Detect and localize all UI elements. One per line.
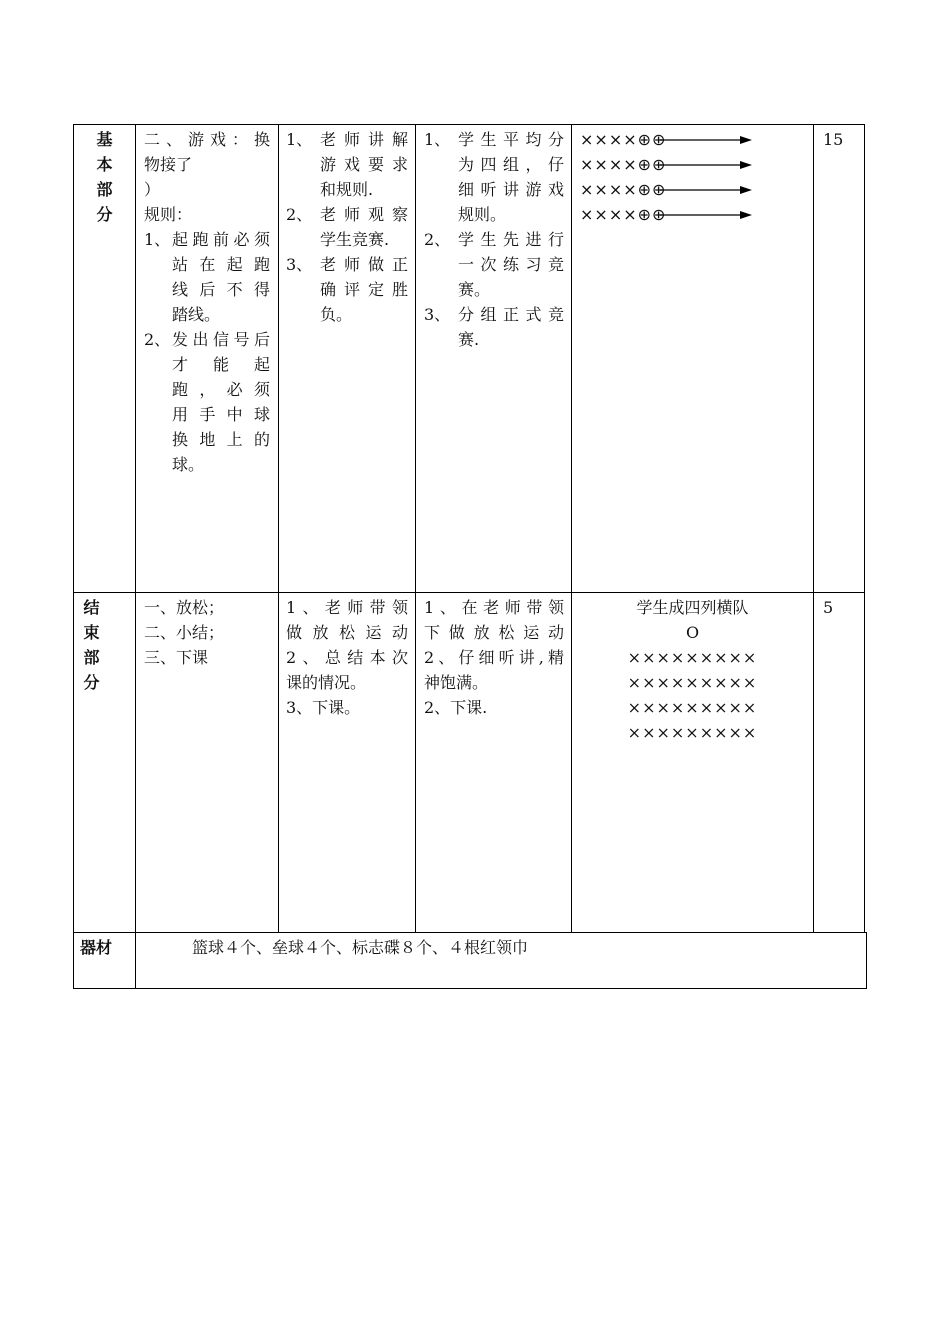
rule-number: 2、 — [144, 330, 171, 349]
teacher-item — [286, 252, 408, 327]
rule-line: 站在起跑 — [172, 255, 270, 274]
arrow-right-icon — [660, 134, 752, 146]
student-line: 分组正式竞 — [458, 305, 564, 324]
student-line: 1、在老师带领 — [424, 598, 564, 617]
rule-line: 起跑前必须 — [172, 230, 270, 249]
student-line: 下做放松运动 — [424, 623, 564, 642]
student-line: 规则。 — [458, 205, 507, 224]
student-line: 学生平均分 — [458, 130, 564, 149]
teacher-line: 游戏要求 — [320, 155, 408, 174]
formation-marks: ××××⊕⊕ — [580, 155, 667, 174]
formation-row: ××××××××× — [627, 648, 758, 667]
student-line: 细听讲游戏 — [458, 180, 564, 199]
formation-teacher-mark: O — [685, 623, 700, 642]
section-basic-minutes: 15 — [823, 130, 844, 149]
section-basic-char: 基 — [96, 130, 113, 149]
rule-line: 跑，必须 — [172, 380, 270, 399]
item-number: 1、 — [286, 130, 313, 149]
section-basic-char: 部 — [96, 180, 113, 199]
rule-line: 换地上的 — [172, 430, 270, 449]
content-title-line: 二、游戏：换 — [144, 130, 270, 149]
section-end-char: 部 — [83, 648, 100, 667]
formation-row — [580, 177, 808, 202]
col-divider-1 — [135, 124, 136, 989]
teacher-item — [286, 202, 408, 252]
formation-title: 学生成四列横队 — [636, 598, 749, 617]
teacher-line: 做放松运动 — [286, 623, 408, 642]
item-number: 2、 — [286, 205, 313, 224]
content-title-line: 物接了 — [144, 155, 193, 174]
section-basic-student — [424, 127, 564, 352]
arrow-right-icon — [660, 159, 752, 171]
teacher-line: 确评定胜 — [320, 280, 408, 299]
teacher-line: 2、总结本次 — [286, 648, 408, 667]
section-basic-label — [74, 127, 135, 227]
section-basic-teacher — [286, 127, 408, 327]
formation-marks: ××××⊕⊕ — [580, 180, 667, 199]
item-number: 2、 — [424, 230, 451, 249]
student-line: 学生先进行 — [458, 230, 564, 249]
student-line: 2、下课. — [424, 698, 488, 717]
section-end-content — [144, 595, 270, 670]
student-line: 2、仔细听讲,精 — [424, 648, 564, 667]
formation-row: ××××××××× — [627, 673, 758, 692]
rule-line: 才 能 起 — [172, 355, 270, 374]
equipment-right-border — [866, 932, 867, 989]
section-basic-char: 本 — [96, 155, 113, 174]
teacher-line: 负。 — [320, 305, 353, 324]
formation-row: ××××××××× — [627, 723, 758, 742]
section-end-char: 结 — [83, 598, 100, 617]
teacher-line: 老师做正 — [320, 255, 408, 274]
col-divider-4 — [571, 124, 572, 933]
arrow-right-icon — [660, 209, 752, 221]
teacher-line: 1、老师带领 — [286, 598, 408, 617]
col-divider-3 — [415, 124, 416, 933]
col-divider-5 — [813, 124, 814, 933]
teacher-line: 学生竞赛. — [320, 230, 390, 249]
student-item — [424, 127, 564, 227]
content-line: 一、放松； — [144, 598, 225, 617]
item-number: 3、 — [424, 305, 451, 324]
row-divider-2 — [73, 932, 867, 933]
teacher-item — [286, 127, 408, 202]
rule-line: 用手中球 — [172, 405, 270, 424]
section-end-minutes: 5 — [823, 598, 834, 617]
table-right-border — [864, 124, 865, 933]
student-line: 赛. — [458, 330, 480, 349]
col-divider-2 — [278, 124, 279, 933]
table-top-border — [73, 124, 865, 125]
rule-line: 线后不得 — [172, 280, 270, 299]
section-end-char: 束 — [83, 623, 100, 642]
item-number: 1、 — [424, 130, 451, 149]
section-basic-char: 分 — [96, 205, 113, 224]
arrow-right-icon — [660, 184, 752, 196]
student-line: 为四组，仔 — [458, 155, 564, 174]
formation-row — [580, 127, 808, 152]
rule-item — [144, 227, 270, 327]
formation-marks: ××××⊕⊕ — [580, 205, 667, 224]
student-line: 赛。 — [458, 280, 491, 299]
content-line: 三、下课 — [144, 648, 209, 667]
rule-line: 球。 — [172, 455, 205, 474]
formation-row — [580, 152, 808, 177]
teacher-line: 3、下课。 — [286, 698, 361, 717]
rule-number: 1、 — [144, 230, 171, 249]
content-line: 二、小结； — [144, 623, 225, 642]
formation-row — [580, 202, 808, 227]
section-end-teacher — [286, 595, 408, 720]
row-divider-1 — [73, 592, 865, 593]
section-end-student — [424, 595, 564, 720]
section-end-char: 分 — [83, 673, 100, 692]
section-basic-formation — [580, 127, 808, 227]
equipment-label: 器材 — [80, 938, 113, 957]
student-item — [424, 227, 564, 302]
content-paren: ） — [144, 180, 161, 199]
teacher-line: 课的情况。 — [286, 673, 367, 692]
item-number: 3、 — [286, 255, 313, 274]
rules-label: 规则： — [144, 205, 193, 224]
formation-marks: ××××⊕⊕ — [580, 130, 667, 149]
section-basic-content — [144, 127, 270, 477]
table-bottom-border — [73, 988, 867, 989]
section-end-label — [74, 595, 109, 695]
rule-line: 发出信号后 — [172, 330, 270, 349]
rule-line: 踏线。 — [172, 305, 221, 324]
student-line: 一次练习竞 — [458, 255, 564, 274]
equipment-value: 篮球４个、垒球４个、标志碟８个、４根红领巾 — [192, 938, 529, 957]
teacher-line: 老师讲解 — [320, 130, 408, 149]
table-left-border — [73, 124, 74, 989]
student-line: 神饱满。 — [424, 673, 489, 692]
formation-row: ××××××××× — [627, 698, 758, 717]
teacher-line: 和规则. — [320, 180, 374, 199]
rule-item — [144, 327, 270, 477]
student-item — [424, 302, 564, 352]
section-end-formation — [572, 595, 813, 745]
teacher-line: 老师观察 — [320, 205, 408, 224]
